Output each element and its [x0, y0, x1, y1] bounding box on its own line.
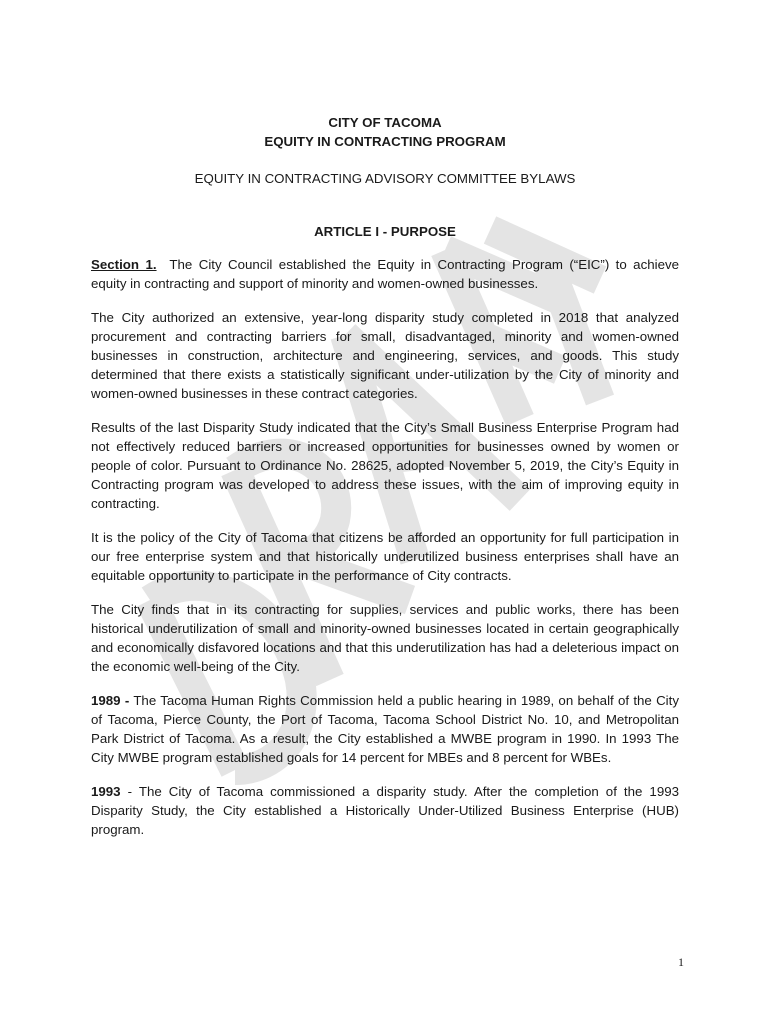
- policy-paragraph: It is the policy of the City of Tacoma that citizens be afforded an opportunity for full participation in our free enterprise system and that historically underutilized business enterprises shall have an equitable opportunity to participate in the performance of City contracts.: [91, 530, 679, 583]
- section-1-paragraph: [91, 255, 679, 293]
- history-text-1993: - The City of Tacoma commissioned a disparity study. After the completion of the 1993 Disparity Study, the City established a Historically Under-Utilized Business Enterprise (HUB) program.: [91, 784, 679, 837]
- disparity-study-paragraph: The City authorized an extensive, year-long disparity study completed in 2018 that analyzed procurement and contracting barriers for small, disadvantaged, minority and women-owned businesses in construction, architecture and engineering, services, and goods. This study determined that there exists a statistically significant under-utilization by the City of minority and women-owned businesses in these contract categories.: [91, 310, 679, 401]
- history-year-1989: 1989 -: [91, 693, 130, 708]
- article-heading: ARTICLE I - PURPOSE: [314, 224, 456, 239]
- program-title: EQUITY IN CONTRACTING PROGRAM: [264, 134, 506, 149]
- page-number: 1: [678, 955, 684, 969]
- history-year-1993: 1993: [91, 784, 121, 799]
- org-title: CITY OF TACOMA: [328, 115, 442, 130]
- results-paragraph: Results of the last Disparity Study indicated that the City’s Small Business Enterprise Program had not effectively reduced barriers or increased opportunities for businesses owned by women or people of color. Pursuant to Ordinance No. 28625, adopted November 5, 2019, the City’s Equity in Contracting program was developed to address these issues, with the aim of improving equity in contracting.: [91, 420, 679, 511]
- document-subtitle: EQUITY IN CONTRACTING ADVISORY COMMITTEE BYLAWS: [194, 171, 576, 186]
- history-1993-paragraph: [91, 782, 679, 839]
- section-1-text: The City Council established the Equity in Contracting Program (“EIC”) to achieve equity in contracting and support of minority and women-owned businesses.: [91, 257, 680, 291]
- section-1-label: Section 1.: [91, 257, 157, 272]
- history-1989-paragraph: [91, 691, 679, 767]
- document-body: [91, 113, 679, 839]
- history-text-1989: The Tacoma Human Rights Commission held a public hearing in 1989, on behalf of the City of Tacoma, Pierce County, the Port of Tacoma, Tacoma School District No. 10, and Metropolitan Park District of Tacoma. As a result, the City established a MWBE program in 1990. In 1993 The City MWBE program established goals for 14 percent for MBEs and 8 percent for WBEs.: [91, 693, 679, 765]
- findings-paragraph: The City finds that in its contracting for supplies, services and public works, there has been historical underutilization of small and minority-owned businesses located in certain geographically and economically disfavored locations and that this underutilization has had a deleterious impact on the economic well-being of the City.: [91, 602, 679, 674]
